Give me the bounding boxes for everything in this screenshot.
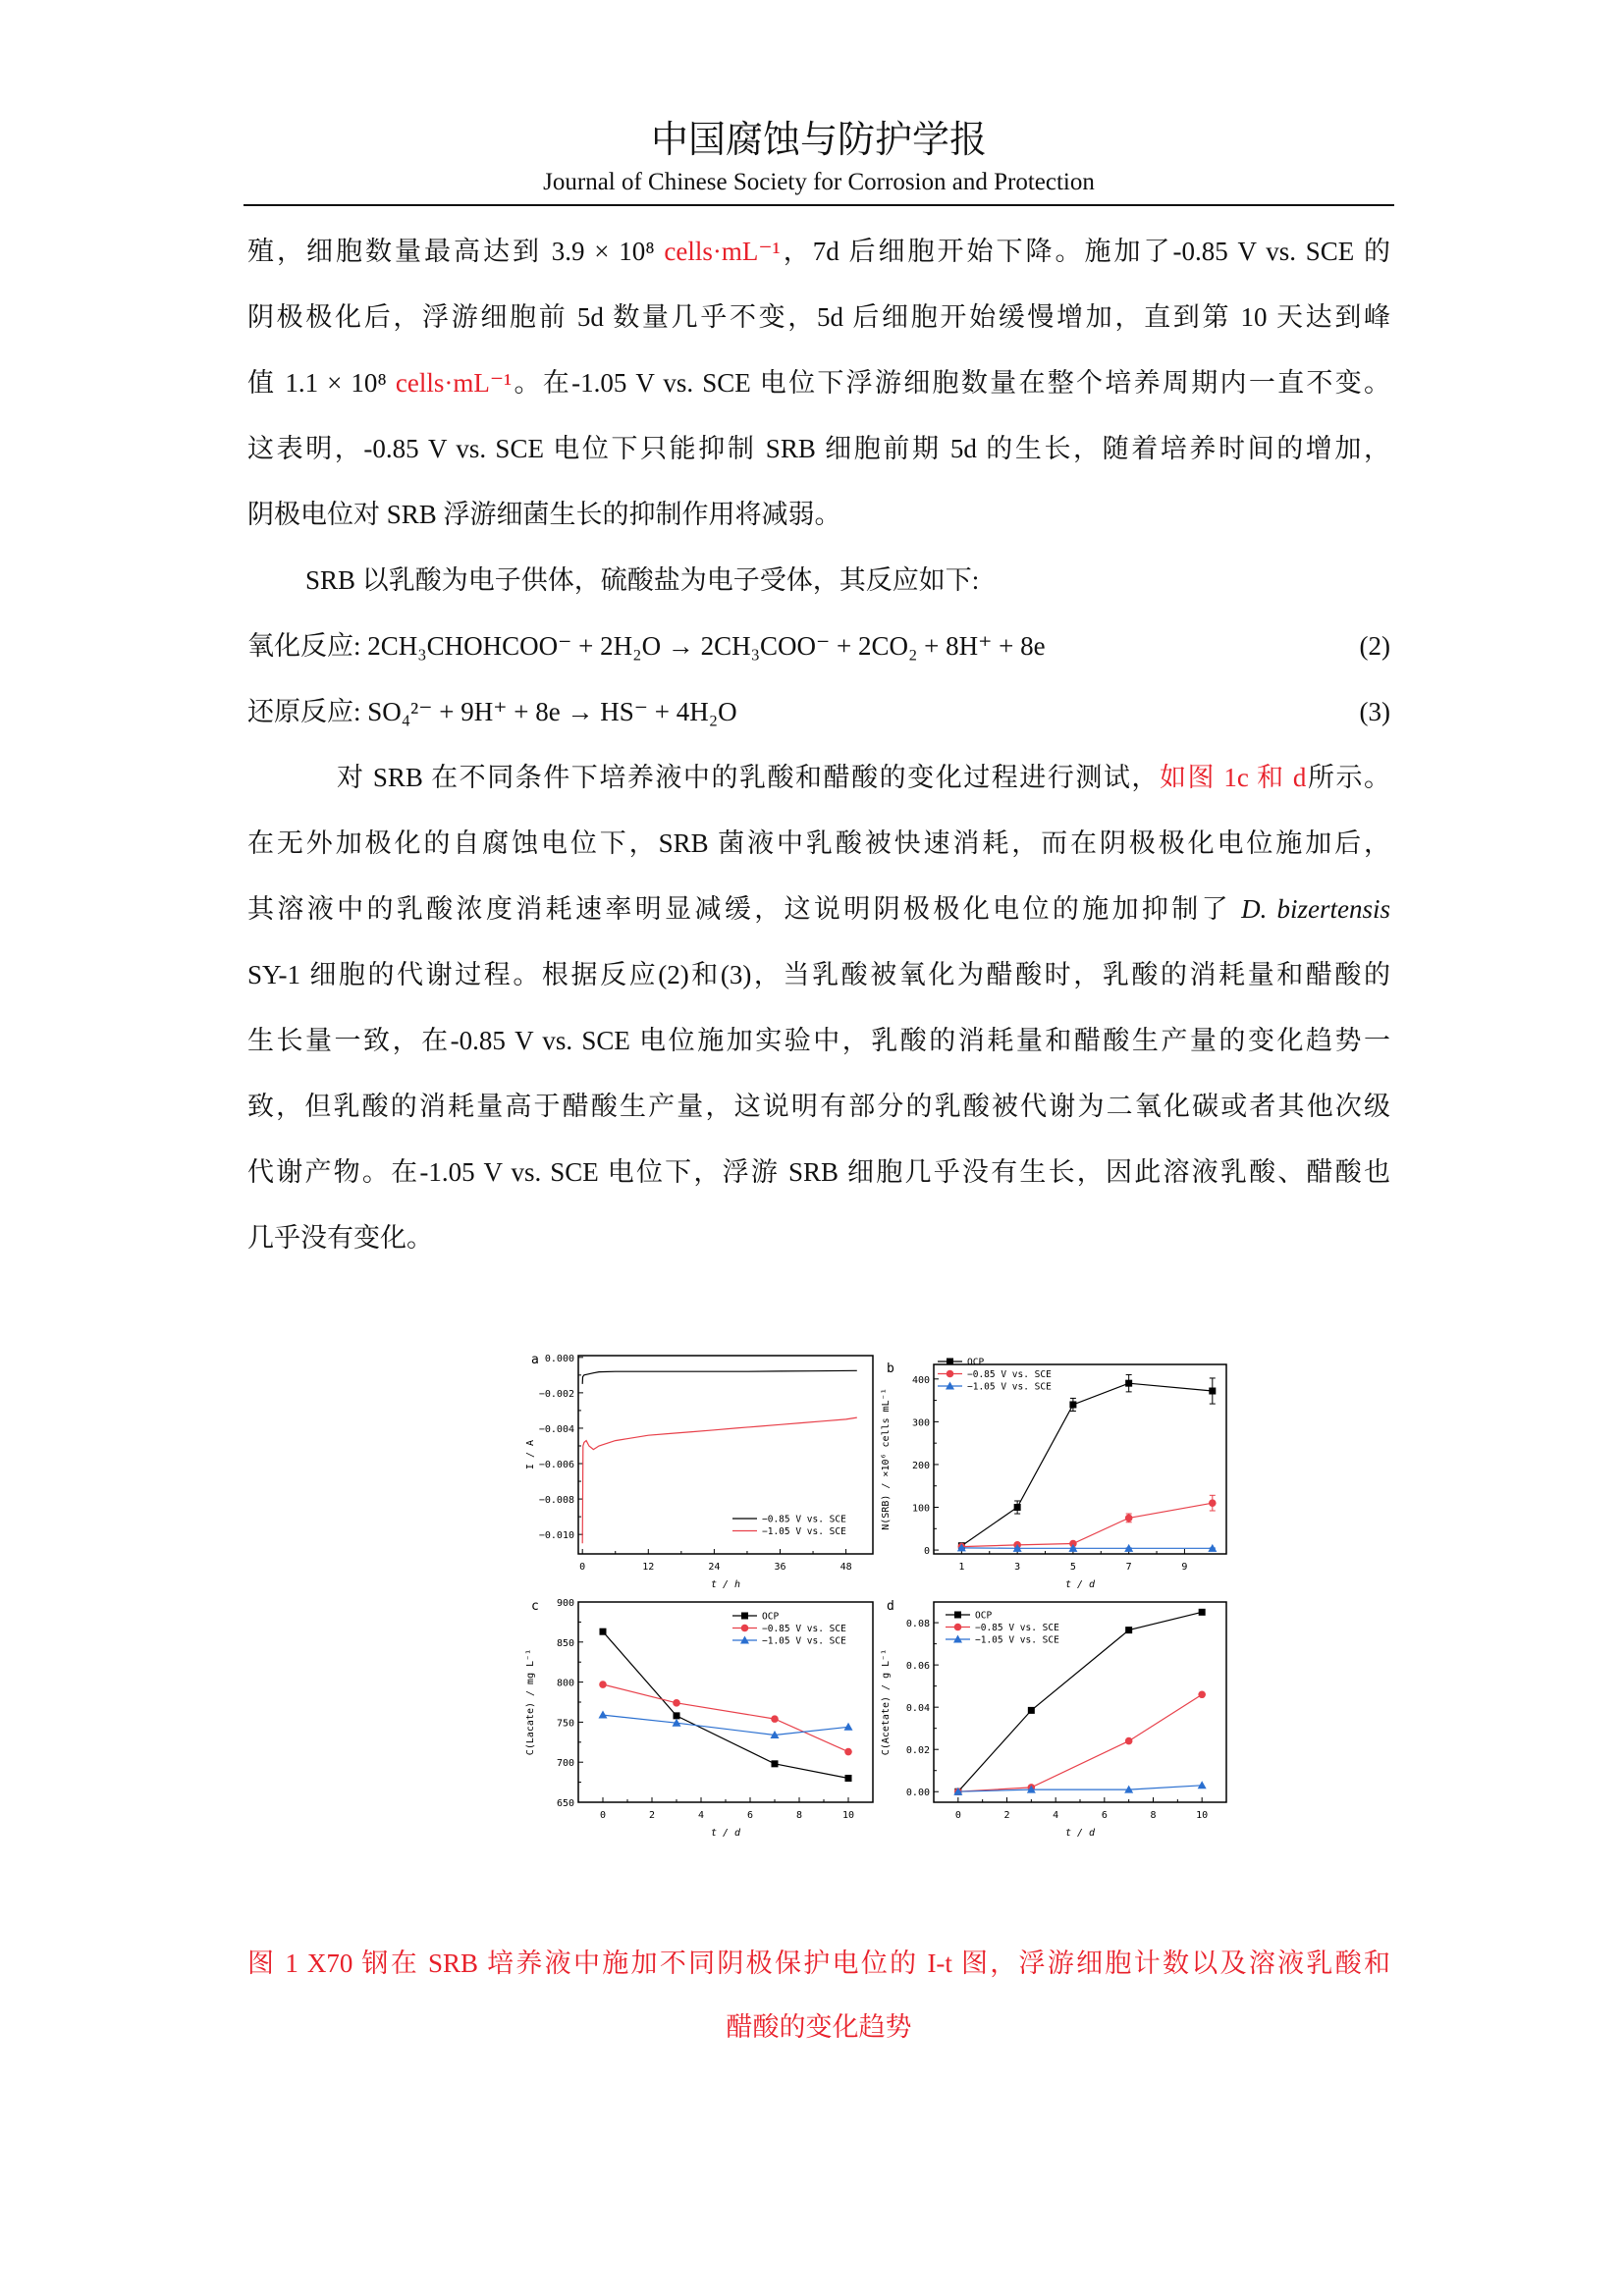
- y-tick-label: 850: [556, 1637, 574, 1649]
- data-point-triangle: [1198, 1781, 1207, 1789]
- text-segment: SY-1 细胞的代谢过程。根据反应(2)和(3)，当乳酸被氧化为醋酸时，乳酸的消耗量和醋酸的: [247, 960, 1390, 989]
- data-point-square: [1199, 1609, 1206, 1616]
- y-tick-label: 300: [911, 1417, 930, 1429]
- chart-panel-a: [525, 1353, 873, 1590]
- data-point-square: [600, 1629, 607, 1635]
- x-tick-label: 4: [1053, 1810, 1059, 1821]
- text-segment: 所示。: [1306, 763, 1390, 792]
- legend-marker-square: [947, 1359, 953, 1365]
- y-tick-label: 750: [556, 1718, 574, 1730]
- text-segment: 其溶液中的乳酸浓度消耗速率明显减缓，这说明阴极极化电位的施加抑制了: [247, 894, 1242, 924]
- x-axis-label: t / d: [1064, 1828, 1096, 1839]
- highlighted-text: 如图 1c 和 d: [1159, 763, 1307, 792]
- x-tick-label: 7: [1125, 1562, 1132, 1573]
- legend-label: −1.05 V vs. SCE: [975, 1634, 1059, 1646]
- x-tick-label: 6: [746, 1810, 754, 1821]
- text-segment: SRB 以乳酸为电子供体，硫酸盐为电子受体，其反应如下:: [305, 565, 980, 595]
- data-point-square: [1125, 1380, 1132, 1387]
- text-segment: 在无外加极化的自腐蚀电位下，SRB 菌液中乳酸被快速消耗，而在阴极极化电位施加后，: [247, 828, 1390, 858]
- x-tick-label: 1: [958, 1562, 965, 1573]
- legend-label: −1.05 V vs. SCE: [967, 1381, 1052, 1393]
- series-line: [603, 1631, 848, 1778]
- chart-panel-c: [525, 1598, 873, 1839]
- y-tick-label: 800: [556, 1678, 574, 1689]
- x-tick-label: 9: [1181, 1562, 1188, 1573]
- legend-label: −1.05 V vs. SCE: [762, 1526, 846, 1537]
- x-tick-label: 8: [795, 1810, 803, 1821]
- y-tick-label: −0.002: [538, 1388, 574, 1400]
- data-point-circle: [1125, 1737, 1133, 1745]
- y-axis-label: C(Lacate) / mg L⁻¹: [525, 1648, 536, 1756]
- text-segment: 这表明，-0.85 V vs. SCE 电位下只能抑制 SRB 细胞前期 5d 的生长，随着培养时间的增加，: [247, 434, 1390, 463]
- y-tick-label: 100: [911, 1503, 930, 1515]
- y-tick-label: 900: [556, 1598, 574, 1609]
- x-tick-label: 6: [1101, 1810, 1108, 1821]
- data-point-square: [845, 1775, 852, 1782]
- text-segment: 生长量一致，在-0.85 V vs. SCE 电位施加实验中，乳酸的消耗量和醋酸生产量的变化趋势一: [247, 1026, 1390, 1055]
- legend-marker-square: [741, 1613, 748, 1620]
- y-tick-label: 200: [911, 1460, 930, 1471]
- x-tick-label: 0: [954, 1810, 961, 1821]
- text-segment: 对 SRB 在不同条件下培养液中的乳酸和醋酸的变化过程进行测试，: [337, 763, 1160, 792]
- text-segment: 殖，细胞数量最高达到 3.9 × 10⁸: [247, 237, 665, 266]
- x-tick-label: 2: [648, 1810, 656, 1821]
- x-tick-label: 5: [1069, 1562, 1076, 1573]
- legend-marker-square: [954, 1612, 961, 1619]
- y-tick-label: 650: [556, 1798, 574, 1809]
- text-segment: 几乎没有变化。: [247, 1223, 433, 1253]
- y-tick-label: 0: [923, 1546, 930, 1558]
- y-axis-label: C(Acetate) / g L⁻¹: [881, 1648, 892, 1756]
- text-segment: 还原反应: SO₄²⁻ + 9H⁺ + 8e → HS⁻ + 4H₂O: [247, 697, 737, 726]
- x-axis-label: t / h: [710, 1579, 741, 1590]
- panel-label: d: [887, 1599, 894, 1614]
- panel-label: a: [531, 1353, 539, 1367]
- text-segment: 值 1.1 × 10⁸: [247, 368, 396, 398]
- y-tick-label: −0.004: [538, 1423, 574, 1435]
- y-tick-label: 0.06: [905, 1661, 930, 1673]
- journal-title-chinese: 中国腐蚀与防护学报: [650, 118, 987, 161]
- x-tick-label: 12: [642, 1562, 655, 1573]
- legend-label: OCP: [967, 1357, 985, 1368]
- data-point-circle: [771, 1715, 779, 1723]
- series-line: [603, 1684, 848, 1752]
- legend-label: −0.85 V vs. SCE: [967, 1369, 1052, 1380]
- y-tick-label: 0.02: [905, 1745, 930, 1757]
- data-point-triangle: [844, 1723, 853, 1731]
- x-axis-label: t / d: [710, 1828, 741, 1839]
- legend-marker-circle: [954, 1624, 962, 1631]
- figure-caption-line-2: 醋酸的变化趋势: [726, 2012, 912, 2042]
- legend-label: −0.85 V vs. SCE: [762, 1514, 846, 1525]
- series-line: [961, 1503, 1212, 1546]
- y-tick-label: 0.000: [544, 1353, 574, 1364]
- text-segment: 阴极电位对 SRB 浮游细菌生长的抑制作用将减弱。: [247, 500, 841, 529]
- x-tick-label: 8: [1150, 1810, 1157, 1821]
- x-tick-label: 2: [1003, 1810, 1010, 1821]
- data-point-square: [772, 1760, 779, 1767]
- equation-number: (2): [1359, 631, 1390, 661]
- legend-label: −0.85 V vs. SCE: [975, 1623, 1059, 1633]
- chart-panel-b: [881, 1358, 1226, 1591]
- equation-number: (3): [1359, 697, 1390, 726]
- legend-marker-circle: [741, 1625, 749, 1632]
- series-line: [582, 1370, 857, 1384]
- data-point-circle: [599, 1681, 607, 1688]
- data-point-circle: [1125, 1515, 1133, 1522]
- x-tick-label: 3: [1014, 1562, 1021, 1573]
- data-point-square: [674, 1712, 680, 1719]
- data-point-square: [1014, 1504, 1021, 1511]
- x-tick-label: 48: [839, 1562, 852, 1573]
- data-point-circle: [1209, 1499, 1217, 1507]
- x-tick-label: 4: [697, 1810, 705, 1821]
- legend-label: OCP: [762, 1611, 780, 1623]
- series-line: [603, 1715, 848, 1735]
- y-tick-label: 0.08: [905, 1619, 930, 1630]
- data-point-square: [1028, 1707, 1035, 1714]
- legend-label: OCP: [975, 1610, 993, 1622]
- y-tick-label: −0.010: [538, 1530, 574, 1542]
- data-point-circle: [1198, 1690, 1206, 1698]
- legend-label: −1.05 V vs. SCE: [762, 1635, 846, 1647]
- x-tick-label: 24: [708, 1562, 721, 1573]
- y-tick-label: −0.006: [538, 1460, 574, 1471]
- legend-marker-circle: [947, 1370, 954, 1378]
- data-point-circle: [673, 1699, 680, 1707]
- data-point-square: [1069, 1401, 1076, 1408]
- y-axis-label: N(SRB) / ×10⁶ cells mL⁻¹: [881, 1388, 892, 1530]
- x-tick-label: 0: [579, 1562, 586, 1573]
- text-segment: 代谢产物。在-1.05 V vs. SCE 电位下，浮游 SRB 细胞几乎没有生长，因此溶液乳酸、醋酸也: [247, 1157, 1390, 1187]
- text-segment: ，7d 后细胞开始下降。施加了-0.85 V vs. SCE 的: [780, 237, 1390, 266]
- journal-title-english: Journal of Chinese Society for Corrosion and Protection: [543, 169, 1095, 195]
- y-tick-label: 0.00: [905, 1788, 930, 1799]
- y-axis-label: I / A: [525, 1439, 536, 1470]
- x-tick-label: 36: [774, 1562, 786, 1573]
- data-point-triangle: [599, 1711, 608, 1719]
- chart-panel-d: [881, 1599, 1226, 1839]
- y-tick-label: −0.008: [538, 1495, 574, 1507]
- italic-text: D. bizertensis: [1241, 894, 1390, 924]
- highlighted-text: cells·mL⁻¹: [395, 368, 513, 398]
- data-point-square: [1125, 1627, 1132, 1633]
- highlighted-text: cells·mL⁻¹: [664, 237, 781, 266]
- figure-caption-line-1: 图 1 X70 钢在 SRB 培养液中施加不同阴极保护电位的 I-t 图，浮游细胞计数以及溶液乳酸和: [247, 1949, 1390, 1978]
- series-line: [958, 1786, 1202, 1791]
- text-segment: 氧化反应: 2CH₃CHOHCOO⁻ + 2H₂O → 2CH₃COO⁻ + 2CO₂ + 8H⁺ + 8e: [247, 631, 1046, 661]
- x-tick-label: 10: [1196, 1810, 1209, 1821]
- x-tick-label: 10: [841, 1810, 855, 1821]
- y-tick-label: 400: [911, 1374, 930, 1386]
- plot-frame: [934, 1364, 1226, 1554]
- y-tick-label: 700: [556, 1758, 574, 1770]
- text-segment: 。在-1.05 V vs. SCE 电位下浮游细胞数量在整个培养周期内一直不变。: [512, 368, 1390, 398]
- legend-label: −0.85 V vs. SCE: [762, 1624, 846, 1634]
- x-axis-label: t / d: [1064, 1579, 1096, 1590]
- y-tick-label: 0.04: [905, 1703, 930, 1715]
- panel-label: b: [887, 1362, 894, 1376]
- data-point-circle: [844, 1748, 852, 1756]
- panel-label: c: [531, 1599, 539, 1614]
- data-point-square: [1209, 1388, 1216, 1395]
- text-segment: 阴极极化后，浮游细胞前 5d 数量几乎不变，5d 后细胞开始缓慢增加，直到第 10 天达到峰: [247, 302, 1390, 332]
- series-line: [958, 1694, 1202, 1791]
- series-line: [961, 1383, 1212, 1546]
- text-segment: 致，但乳酸的消耗量高于醋酸生产量，这说明有部分的乳酸被代谢为二氧化碳或者其他次级: [247, 1092, 1390, 1121]
- x-tick-label: 0: [599, 1810, 607, 1821]
